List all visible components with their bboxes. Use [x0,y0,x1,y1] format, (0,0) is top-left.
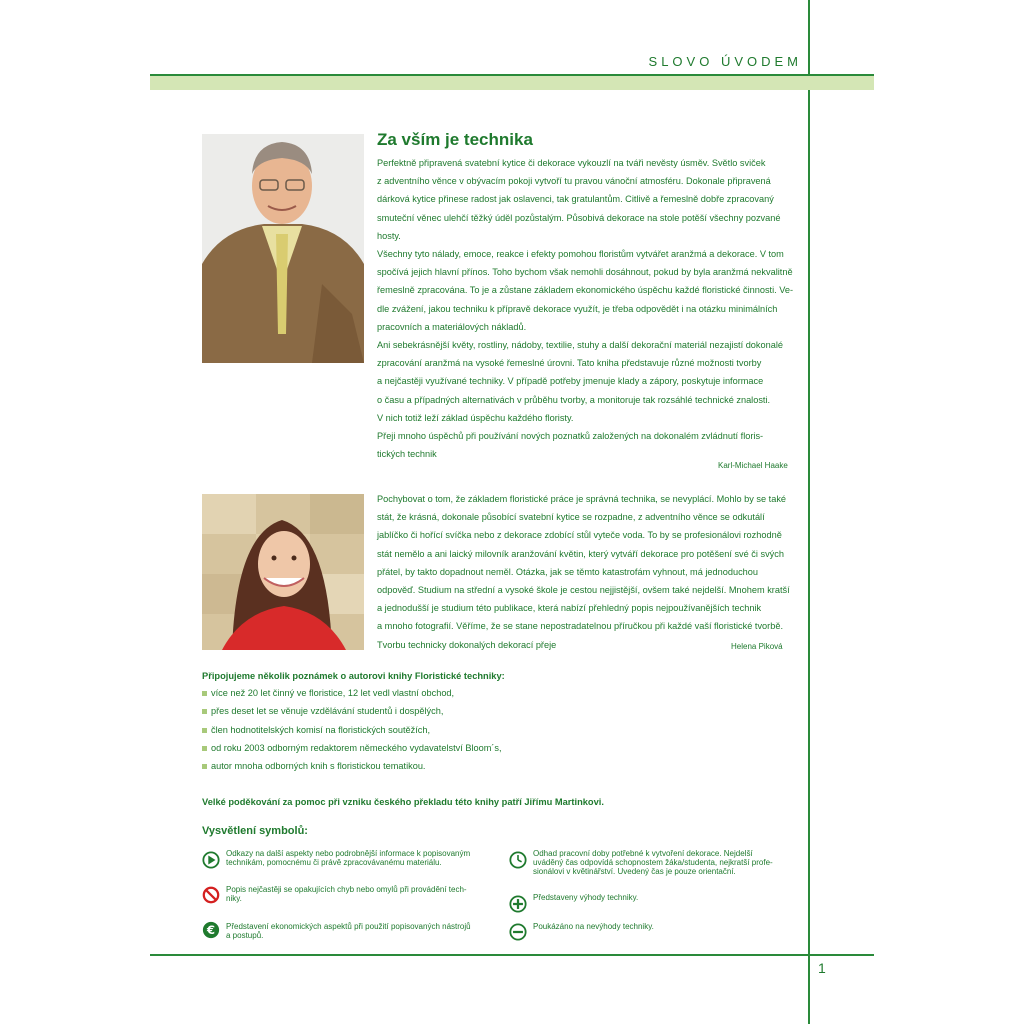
euro-icon [202,921,220,939]
text-line: dle zvážení, jakou techniku k přípravě dekorace využít, je třeba odpovědět i na otázku minimálních [377,303,778,314]
bullet-icon [202,746,207,751]
symbol-euro-text: Představení ekonomických aspektů při použití popisovaných nástrojů a postupů. [226,922,471,940]
svg-text:€: € [206,923,216,938]
footer-rule [150,954,874,956]
list-item: přes deset let se věnuje vzdělávání studentů i dospělých, [202,702,502,720]
text-line: jablíčko či hořící svíčka nebo z dekorace zdobící stůl vyteče voda. To by se profesionálovi rozhodně [377,530,782,541]
author-photo-karl-michael [202,134,364,363]
text-line: Přeji mnoho úspěchů při používání nových poznatků založených na dokonalém zvládnutí floris- [377,431,764,442]
plus-icon [509,895,527,913]
bullet-icon [202,728,207,733]
symbol-clock-text: Odhad pracovní doby potřebné k vytvoření dekorace. Nejdelší uváděný čas odpovídá schopnostem žáka/studenta, nejkratší profe- sionálovi v květinářství. Uvedený čas je pouze orientační. [533,849,773,876]
bullet-icon [202,709,207,714]
symbol-arrow-text: Odkazy na další aspekty nebo podrobnější informace k popisovaným technikám, pomocnému či právě zpracovávanému materiálu. [226,849,471,867]
author-photo-helena [202,494,364,650]
text-line: tických technik [377,449,437,460]
text-line: hosty. [377,230,401,241]
list-item: od roku 2003 odborným redaktorem německého vydavatelství Bloom´s, [202,739,502,757]
section-title: SLOVO ÚVODEM [648,54,802,69]
signature-haake: Karl-Michael Haake [718,461,788,470]
list-item: člen hodnotitelských komisí na floristických soutěžích, [202,721,502,739]
text-line: smuteční věnec ulehčí těžký úděl pozůstalým. Působivá dekorace na stole potěší všechny pozvané [377,212,781,223]
symbols-title: Vysvětlení symbolů: [202,825,308,837]
text-line: a nejčastěji využívané techniky. V případě potřeby jmenuje klady a zápory, poskytuje informace [377,376,764,387]
text-line: o času a případných alternativách v průběhu tvorby, a monitoruje tak rozsáhlé technické znalosti. [377,394,771,405]
text-line: stát nemělo a ani laický milovník aranžování květin, který vytváří dekorace pro potěšení své či svých [377,548,784,559]
text-line: Všechny tyto nálady, emoce, reakce i efekty pomohou floristům vytvářet aranžmá a dekorace. V tom [377,249,784,260]
signature-pikova: Helena Piková [731,642,783,651]
second-paragraph [377,490,803,654]
text-line: Pochybovat o tom, že základem floristické práce je správná technika, se nevyplácí. Mohlo by se také [377,494,787,504]
notes-title: Připojujeme několik poznámek o autorovi knihy Floristické techniky: [202,671,505,681]
text-line: Ani sebekrásnější květy, rostliny, nádoby, textilie, stuhy a další dekorační materiál nezajistí dokonalé [377,340,783,351]
symbol-minus-text: Poukázáno na nevýhody techniky. [533,922,654,931]
list-item: autor mnoha odborných knih s floristickou tematikou. [202,757,502,775]
header-band [150,76,874,90]
bullet-icon [202,764,207,769]
text-line: Perfektně připravená svatební kytice či dekorace vykouzlí na tváři nevěsty úsměv. Světlo sviček [377,158,766,168]
forbidden-icon [202,886,220,904]
list-item: více než 20 let činný ve floristice, 12 let vedl vlastní obchod, [202,684,502,702]
acknowledgement: Velké poděkování za pomoc při vzniku českého překladu této knihy patří Jiřímu Martinkovi. [202,797,604,807]
intro-paragraphs [377,154,803,463]
clock-icon [509,851,527,869]
text-line: spočívá jejich hlavní přínos. Toho bychom však nemohli dosáhnout, pokud by byla aranžmá nekvalitně [377,267,793,278]
bullet-icon [202,691,207,696]
minus-icon [509,923,527,941]
text-line: pracovních a materiálových nákladů. [377,321,527,332]
text-line: a jednodušší je studium této publikace, která nabízí přehledný popis nejpoužívanějších technik [377,603,762,614]
text-line: dárková kytice přinese radost jak oslavenci, tak gratulantům. Citlivě a řemeslně dobře zpracovaný [377,194,774,205]
text-line: V nich totiž leží základ úspěchu každého floristy. [377,412,574,423]
text-line: odpověď. Studium na střední a vysoké škole je cestou nejjistější, ovšem také nejdelší. Mnohem kratší [377,585,790,596]
text-line: a mnoho fotografií. Věříme, že se stane nepostradatelnou příručkou při každé vaší floristické tvorbě. [377,621,783,632]
vertical-rule [808,0,810,1024]
symbol-plus-text: Představeny výhody techniky. [533,893,639,902]
article-title: Za vším je technika [377,130,533,149]
text-line: z adventního věnce v obývacím pokoji vytvoří tu pravou vánoční atmosféru. Dokonale připravená [377,176,771,187]
text-line: řemeslně zpracována. To je a zůstane základem ekonomického úspěchu každé floristické činnosti. Ve- [377,285,794,296]
notes-list [202,684,502,775]
text-line: stát, že krásná, dokonale působící svatební kytice se rozpadne, z adventního věnce se odkutálí [377,512,765,523]
text-line: Tvorbu technicky dokonalých dekorací přeje [377,639,557,650]
arrow-right-icon [202,851,220,869]
text-line: přátel, by takto dopadnout neměl. Otázka, jak se těmto katastrofám vyhnout, má jednoduchou [377,566,758,577]
text-line: zpracování aranžmá na vysoké řemeslné úrovni. Tato kniha představuje různé možnosti tvorby [377,358,762,369]
symbol-forbidden-text: Popis nejčastěji se opakujících chyb nebo omylů při provádění tech- niky. [226,885,467,903]
page-number: 1 [818,960,826,976]
